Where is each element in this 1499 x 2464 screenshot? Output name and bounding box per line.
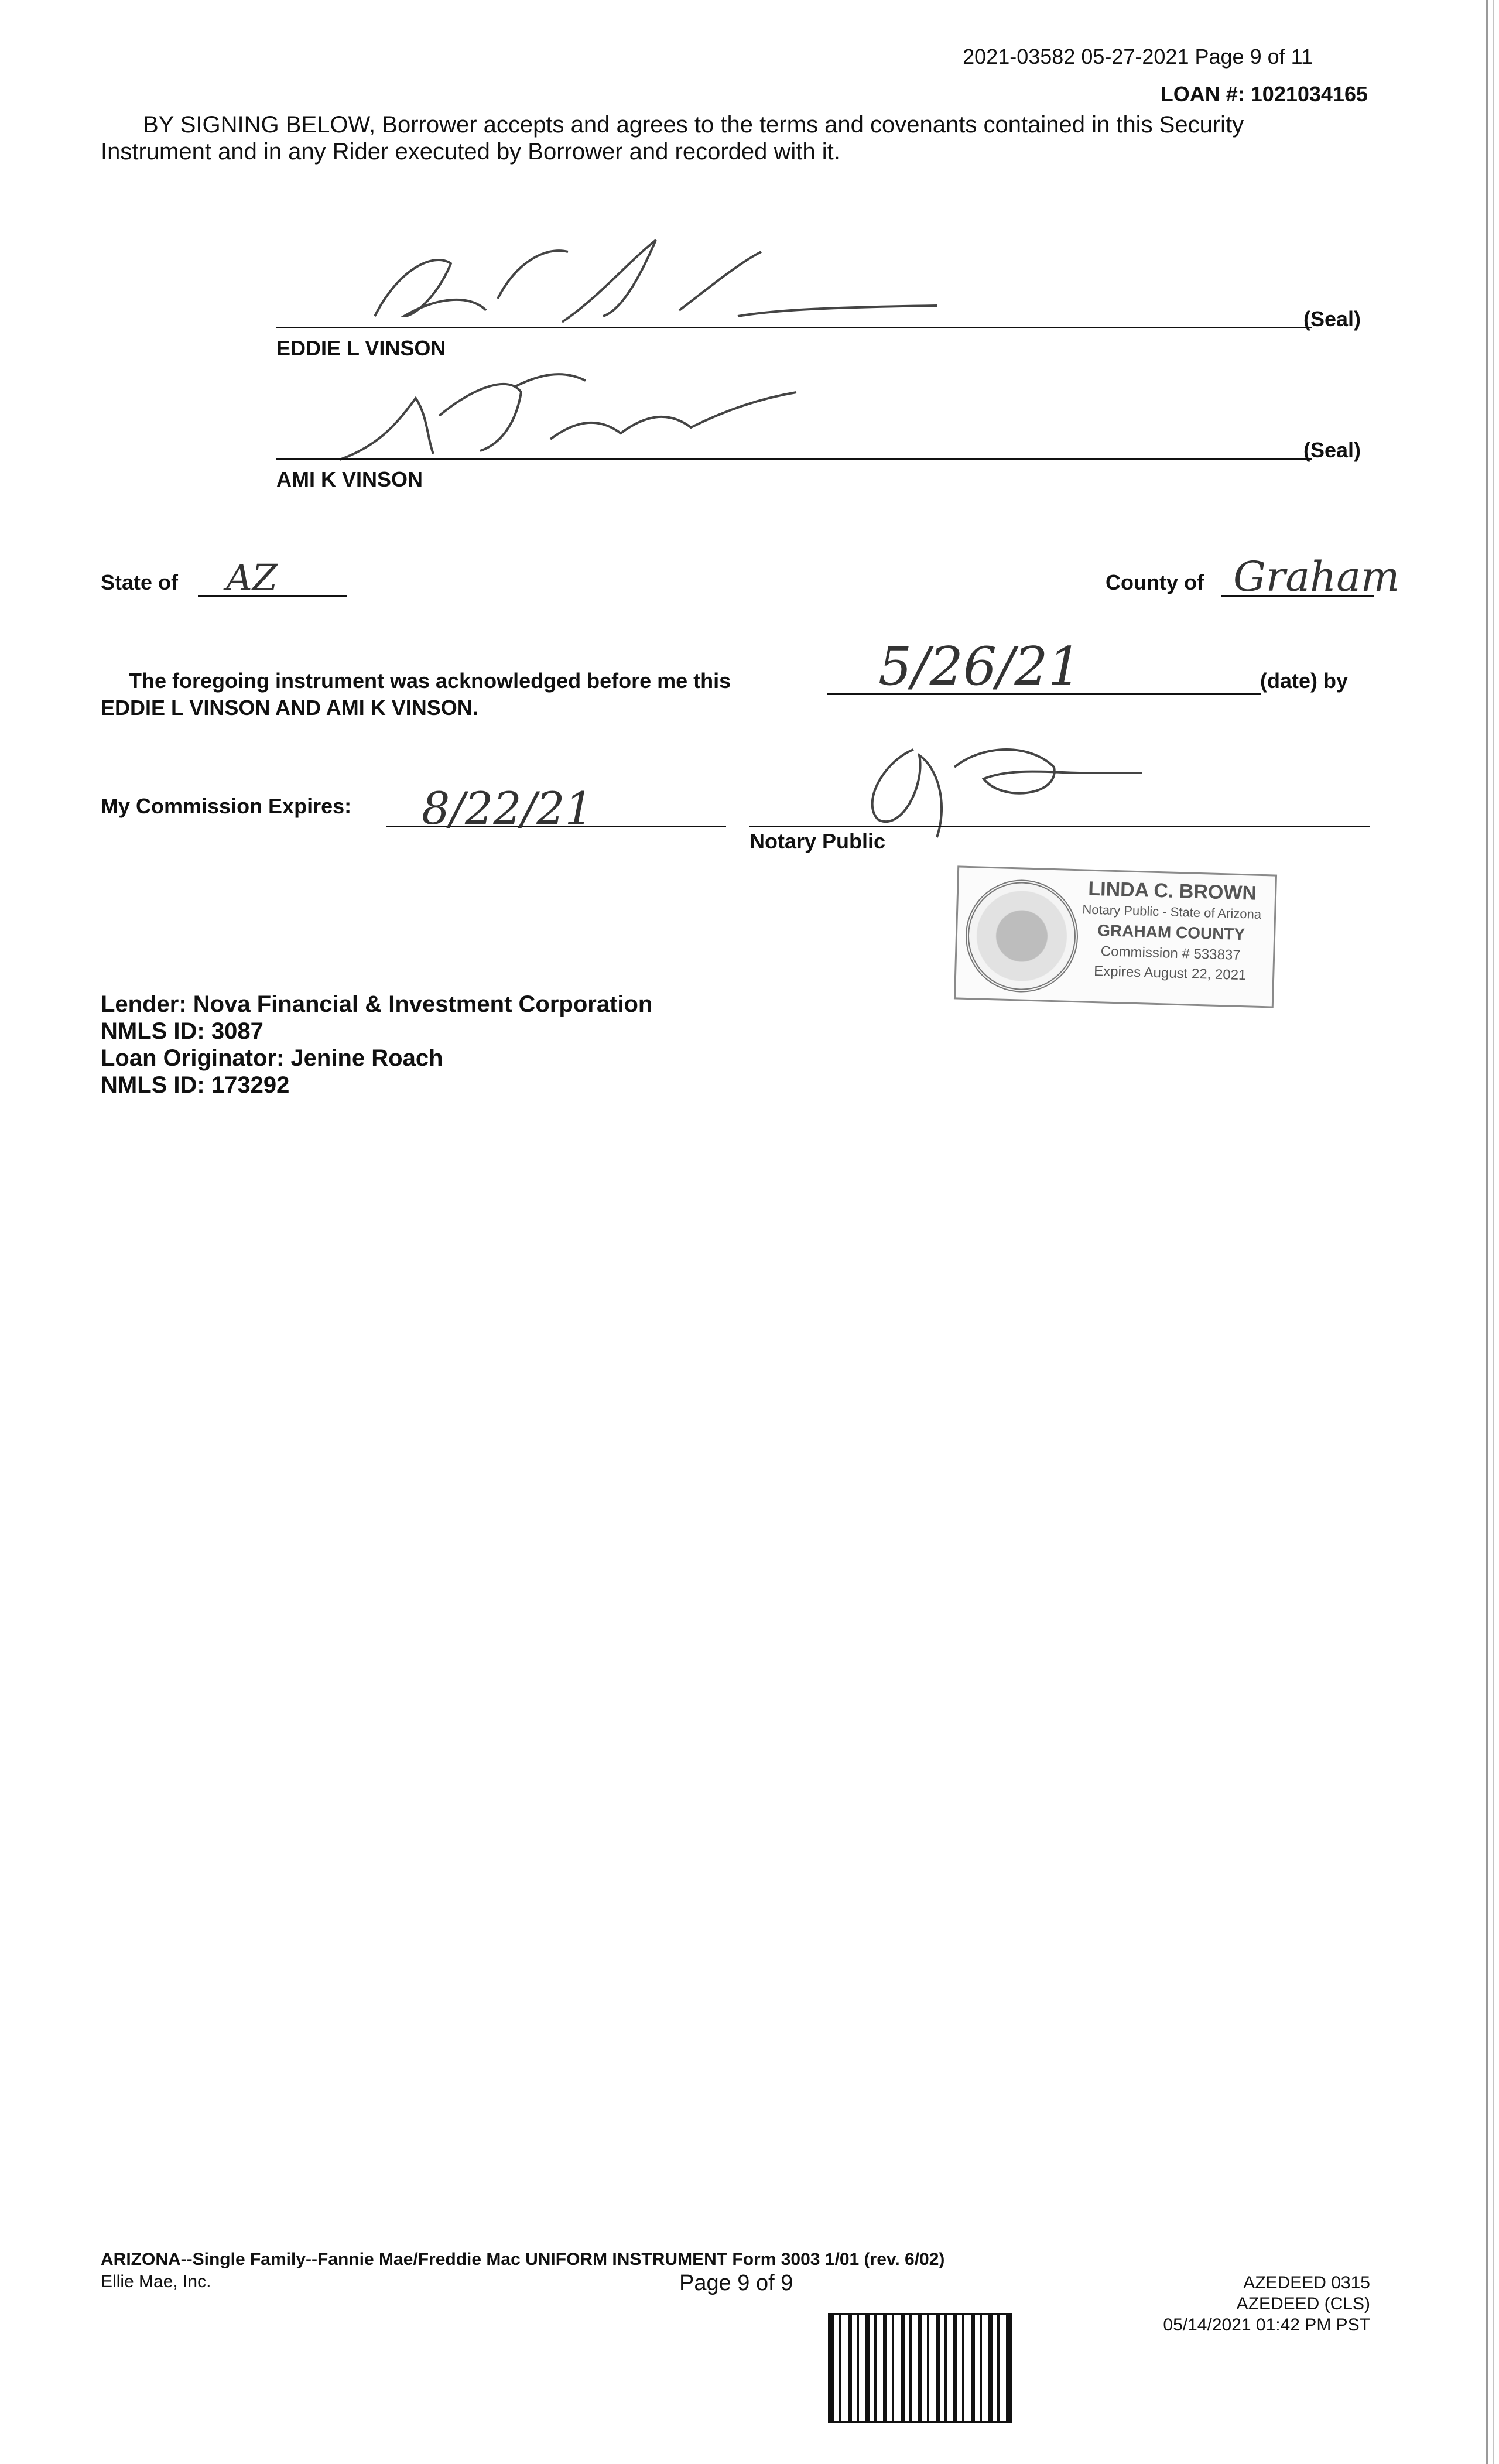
stamp-expires: Expires August 22, 2021	[1093, 963, 1247, 984]
lender-name: Lender: Nova Financial & Investment Corporation	[101, 991, 653, 1017]
footer-code-2: AZEDEED (CLS)	[1236, 2294, 1370, 2314]
barcode	[828, 2313, 1012, 2423]
signer-name-1: EDDIE L VINSON	[276, 336, 446, 360]
commission-label: My Commission Expires:	[101, 794, 352, 818]
seal-icon	[964, 878, 1079, 994]
state-value: AZ	[226, 556, 278, 599]
signer-name-2: AMI K VINSON	[276, 467, 423, 491]
seal-label-2: (Seal)	[1303, 438, 1361, 462]
commission-value: 8/22/21	[422, 782, 593, 834]
footer-page: Page 9 of 9	[679, 2271, 793, 2295]
footer-form: ARIZONA--Single Family--Fannie Mae/Freddie Mac UNIFORM INSTRUMENT Form 3003 1/01 (rev. 6/02)	[101, 2250, 945, 2269]
loan-number	[995, 82, 1368, 107]
intro-line-1: BY SIGNING BELOW, Borrower accepts and agrees to the terms and covenants contained in this Security	[143, 112, 1244, 138]
ack-names: EDDIE L VINSON AND AMI K VINSON.	[101, 696, 478, 720]
stamp-commission: Commission # 533837	[1100, 943, 1241, 963]
signature-ami	[328, 351, 855, 468]
scan-edge	[1486, 0, 1488, 2464]
county-label: County of	[1106, 570, 1204, 594]
footer-code-1: AZEDEED 0315	[1243, 2273, 1370, 2292]
notary-line	[750, 826, 1370, 827]
stamp-county: GRAHAM COUNTY	[1097, 921, 1245, 944]
intro-line-2: Instrument and in any Rider executed by Borrower and recorded with it.	[101, 139, 840, 165]
ack-date: 5/26/21	[878, 636, 1082, 697]
scan-edge	[1493, 0, 1494, 2464]
signature-line-2	[276, 458, 1312, 460]
footer-timestamp: 05/14/2021 01:42 PM PST	[1163, 2315, 1370, 2335]
seal-label-1: (Seal)	[1303, 307, 1361, 331]
signature-line-1	[276, 327, 1312, 328]
ack-text: The foregoing instrument was acknowledged before me this	[129, 669, 731, 693]
state-label: State of	[101, 570, 179, 594]
footer-company: Ellie Mae, Inc.	[101, 2272, 211, 2291]
loan-label: LOAN #:	[1160, 82, 1245, 106]
recording-info: 2021-03582 05-27-2021 Page 9 of 11	[963, 45, 1313, 69]
notary-stamp	[954, 865, 1277, 1008]
notary-public-label: Notary Public	[750, 829, 886, 853]
stamp-name: LINDA C. BROWN	[1087, 877, 1257, 905]
originator-nmls: NMLS ID: 173292	[101, 1072, 290, 1098]
date-by-label: (date) by	[1260, 669, 1349, 693]
loan-originator: Loan Originator: Jenine Roach	[101, 1045, 443, 1071]
loan-value: 1021034165	[1250, 82, 1368, 106]
lender-nmls: NMLS ID: 3087	[101, 1018, 263, 1044]
stamp-title: Notary Public - State of Arizona	[1082, 902, 1262, 922]
county-value: Graham	[1233, 553, 1400, 601]
